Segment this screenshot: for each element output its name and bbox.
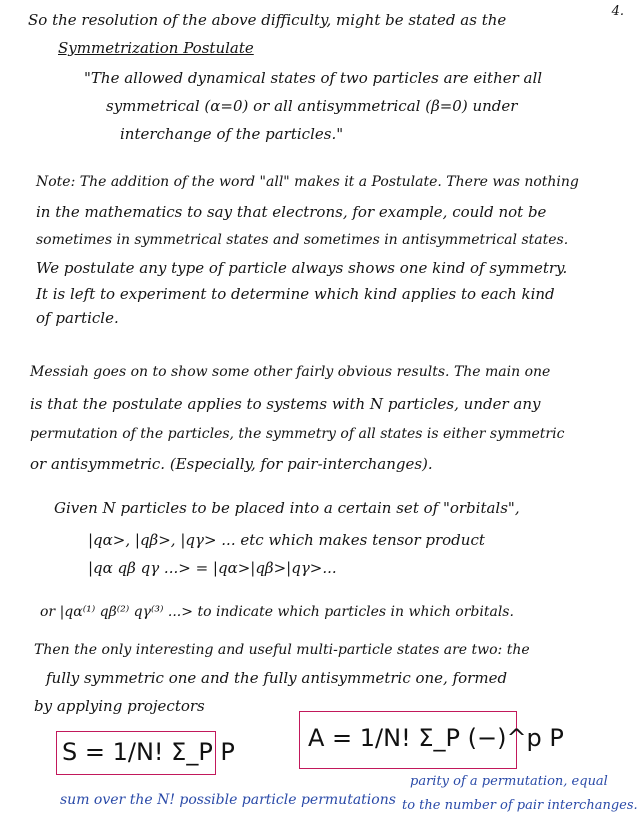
- symmetrizer-formula: S = 1/N! Σ_P P: [62, 738, 235, 766]
- parity-annotation-1: parity of a permutation, equal: [410, 774, 608, 789]
- note-line-3: sometimes in symmetrical states and sometimes in antisymmetrical states.: [36, 232, 569, 248]
- note-line-5: It is left to experiment to determine which kind applies to each kind: [36, 285, 555, 303]
- quote-line-2: symmetrical (α=0) or all antisymmetrical (β=0) under: [106, 97, 518, 115]
- messiah-line-4: or antisymmetric. (Especially, for pair-interchanges).: [30, 455, 433, 473]
- note-line-6: of particle.: [36, 309, 119, 327]
- postulate-heading: Symmetrization Postulate: [58, 39, 254, 57]
- page-number: 4.: [611, 4, 624, 19]
- sum-annotation: sum over the N! possible particle permutations: [60, 792, 396, 808]
- parity-annotation-2: to the number of pair interchanges.: [402, 798, 638, 813]
- states-line-2: fully symmetric one and the fully antisymmetric one, formed: [46, 669, 508, 687]
- quote-line-1: "The allowed dynamical states of two particles are either all: [84, 69, 543, 87]
- antisymmetrizer-formula: A = 1/N! Σ_P (−)^p P: [308, 724, 564, 752]
- states-line-3: by applying projectors: [34, 697, 205, 715]
- orbitals-line: |qα>, |qβ>, |qγ> ... etc which makes tensor product: [88, 531, 485, 549]
- quote-line-3: interchange of the particles.": [120, 125, 344, 143]
- note-line-2: in the mathematics to say that electrons, for example, could not be: [36, 203, 547, 221]
- note-line-1: Note: The addition of the word "all" makes it a Postulate. There was nothing: [36, 174, 579, 190]
- states-line-1: Then the only interesting and useful multi-particle states are two: the: [34, 642, 530, 658]
- messiah-line-1: Messiah goes on to show some other fairly obvious results. The main one: [30, 364, 551, 380]
- indexed-orbitals-line: or |qα⁽¹⁾ qβ⁽²⁾ qγ⁽³⁾ ...> to indicate which particles in which orbitals.: [40, 604, 514, 620]
- text-line-1: So the resolution of the above difficulty, might be stated as the: [28, 11, 507, 29]
- given-line: Given N particles to be placed into a certain set of "orbitals",: [54, 499, 520, 517]
- note-line-4: We postulate any type of particle always shows one kind of symmetry.: [36, 259, 568, 277]
- tensor-product-line: |qα qβ qγ ...> = |qα>|qβ>|qγ>...: [88, 559, 337, 577]
- messiah-line-2: is that the postulate applies to systems with N particles, under any: [30, 395, 541, 413]
- messiah-line-3: permutation of the particles, the symmetry of all states is either symmetric: [30, 426, 565, 442]
